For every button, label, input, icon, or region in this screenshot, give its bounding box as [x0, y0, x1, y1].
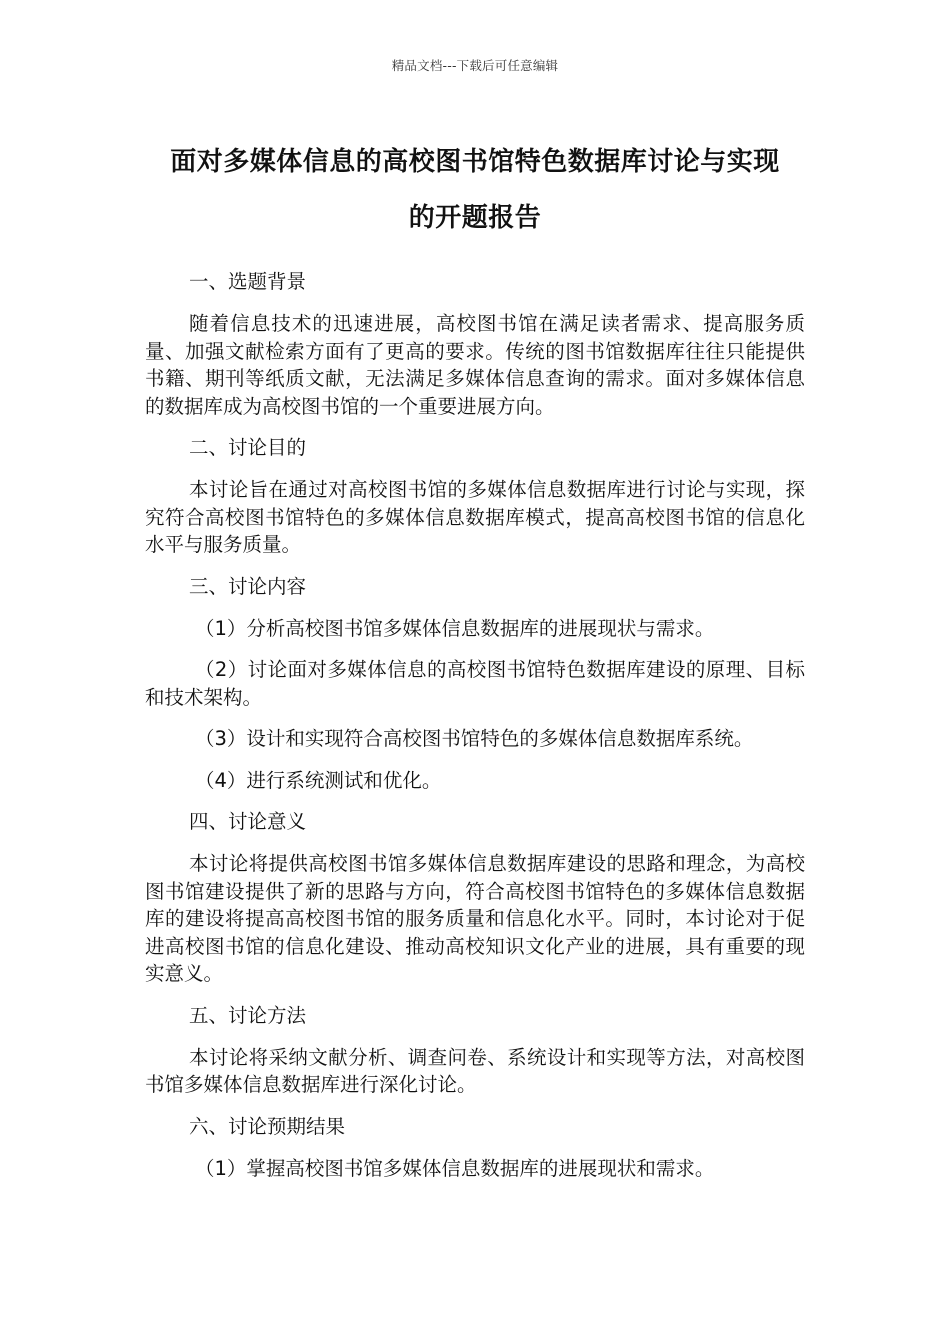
- title-line-1: 面对多媒体信息的高校图书馆特色数据库讨论与实现: [170, 147, 780, 177]
- section-body-method: 本讨论将采纳文献分析、调查问卷、系统设计和实现等方法，对高校图书馆多媒体信息数据库进行深化讨论。: [145, 1045, 805, 1096]
- content-item: （4）进行系统测试和优化。: [195, 768, 442, 792]
- section-heading-significance: 四、讨论意义: [189, 810, 307, 833]
- content-item: （1）分析高校图书馆多媒体信息数据库的进展现状与需求。: [195, 616, 715, 640]
- section-body-significance: 本讨论将提供高校图书馆多媒体信息数据库建设的思路和理念，为高校图书馆建设提供了新的思路与方向，符合高校图书馆特色的多媒体信息数据库的建设将提高高校图书馆的服务质量和信息化水平。同时，本讨论对于促进高校图书馆的信息化建设、推动高校知识文化产业的进展，具有重要的现实意义。: [145, 852, 805, 985]
- content-item: （3）设计和实现符合高校图书馆特色的多媒体信息数据库系统。: [195, 727, 754, 750]
- section-heading-expected-results: 六、讨论预期结果: [189, 1114, 346, 1138]
- document-body: [145, 268, 805, 1196]
- content-item: （2）讨论面对多媒体信息的高校图书馆特色数据库建设的原理、目标和技术架构。: [145, 658, 805, 709]
- section-heading-method: 五、讨论方法: [189, 1003, 307, 1027]
- section-heading-content: 三、讨论内容: [189, 574, 307, 598]
- section-heading-purpose: 二、讨论目的: [189, 436, 307, 459]
- page-header: 精品文档---下载后可任意编辑: [391, 58, 559, 73]
- document-title: [140, 134, 810, 246]
- section-heading-background: 一、选题背景: [189, 270, 307, 293]
- title-line-2: 的开题报告: [408, 203, 542, 233]
- section-body-background: 随着信息技术的迅速进展，高校图书馆在满足读者需求、提高服务质量、加强文献检索方面有了更高的要求。传统的图书馆数据库往往只能提供书籍、期刊等纸质文献，无法满足多媒体信息查询的需求。面对多媒体信息的数据库成为高校图书馆的一个重要进展方向。: [145, 312, 805, 418]
- expected-result-item: （1）掌握高校图书馆多媒体信息数据库的进展现状和需求。: [195, 1156, 715, 1180]
- section-body-purpose: 本讨论旨在通过对高校图书馆的多媒体信息数据库进行讨论与实现，探究符合高校图书馆特色的多媒体信息数据库模式，提高高校图书馆的信息化水平与服务质量。: [145, 478, 805, 556]
